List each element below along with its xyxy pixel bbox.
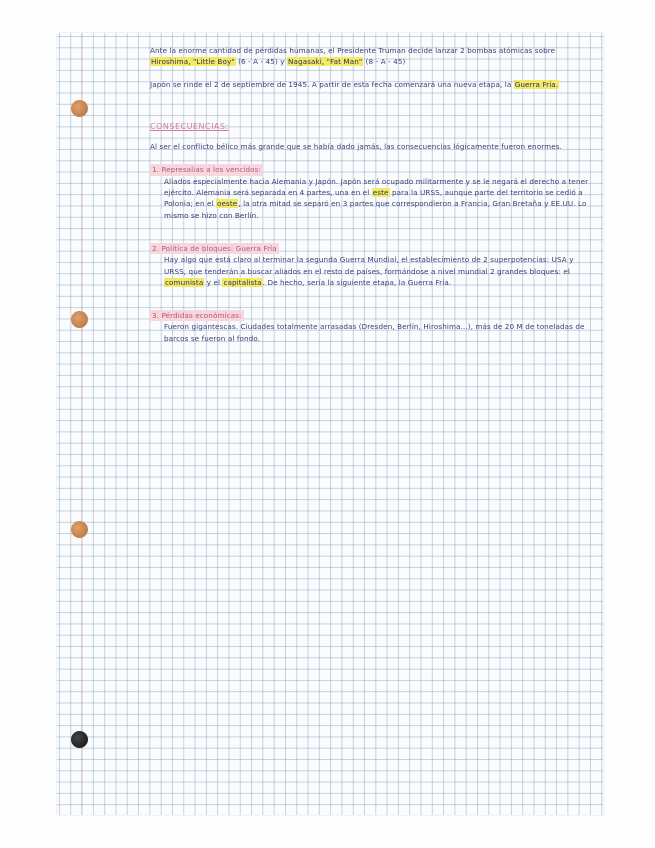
section-title: 3. Pérdidas económicas: [152,311,242,321]
text-span: , la otra mitad se separó en 3 partes que correspondieron a Francia, Gran Bretaña y EE.UU. Lo mismo se hizo con Berlín. [164,199,587,220]
section-bloques [150,243,590,288]
section-title: 1. Represalias a los vencidos: [152,165,262,175]
highlight-hiroshima: Hiroshima, "Little Boy" [151,57,235,67]
highlight-capitalista: capitalista [223,277,262,287]
binder-hole-3 [71,521,88,538]
consecuencias-intro: Al ser el conflicto bélico más grande que se había dado jamás, las consecuencias lógicamente fueron enormes. [150,142,562,152]
text-span: y el [204,277,223,287]
intro-paragraph-2 [150,79,590,90]
highlight-nagasaki: Nagasaki, "Fat Man" [287,57,363,67]
binder-hole-4 [71,731,88,748]
highlight-oeste: oeste [217,199,238,209]
handwritten-content [150,45,590,366]
text-span: para la URSS, aunque parte del territorio se cedió a Polonia; en el [164,188,583,209]
text-span: Japón se rinde el 2 de septiembre de 1945. A partir de esta fecha comenzará una nueva etapa, la [150,79,514,89]
intro-paragraph-1 [150,45,590,68]
text-span: Ante la enorme cantidad de pérdidas humanas, el Presidente Truman decide lanzar 2 bombas atómicas sobre [150,46,556,55]
text-span: Fueron gigantescas. Ciudades totalmente arrasadas (Dresden, Berlín, Hiroshima...), más de 20 M de toneladas de barcos se fueron al fondo. [164,322,585,343]
text-span: . De hecho, sería la siguiente etapa, la Guerra Fría. [262,277,452,287]
text-span: Hay algo que está claro al terminar la segunda Guerra Mundial, el establecimiento de 2 superpotencias: USA y URSS, que tenderán a buscar aliados en el resto de países, formándose a nivel mundial 2 grandes bloques: el [164,255,574,276]
binder-hole-1 [71,100,88,117]
text-span: (6 - A - 45) y [235,57,287,67]
highlight-guerra-fria: Guerra Fría. [514,79,559,89]
section-title: 2. Política de bloques: Guerra Fría [152,243,277,253]
highlight-comunista: comunista [165,277,204,287]
highlight-este: este [372,188,389,198]
section-body [150,176,590,221]
text-span: (8 - A - 45) [363,57,406,67]
section-represalias [150,164,590,220]
section-perdidas [150,310,590,344]
section-body [150,254,590,288]
binder-hole-2 [71,311,88,328]
consecuencias-heading: CONSECUENCIAS: [150,121,229,131]
margin-line [81,33,82,815]
text-span: Aliados especialmente hacia Alemania y Japón. Japón será ocupado militarmente y se le negará el derecho a tener ejército. Alemania será separada en 4 partes, una en el [164,176,589,198]
section-body [150,321,590,344]
